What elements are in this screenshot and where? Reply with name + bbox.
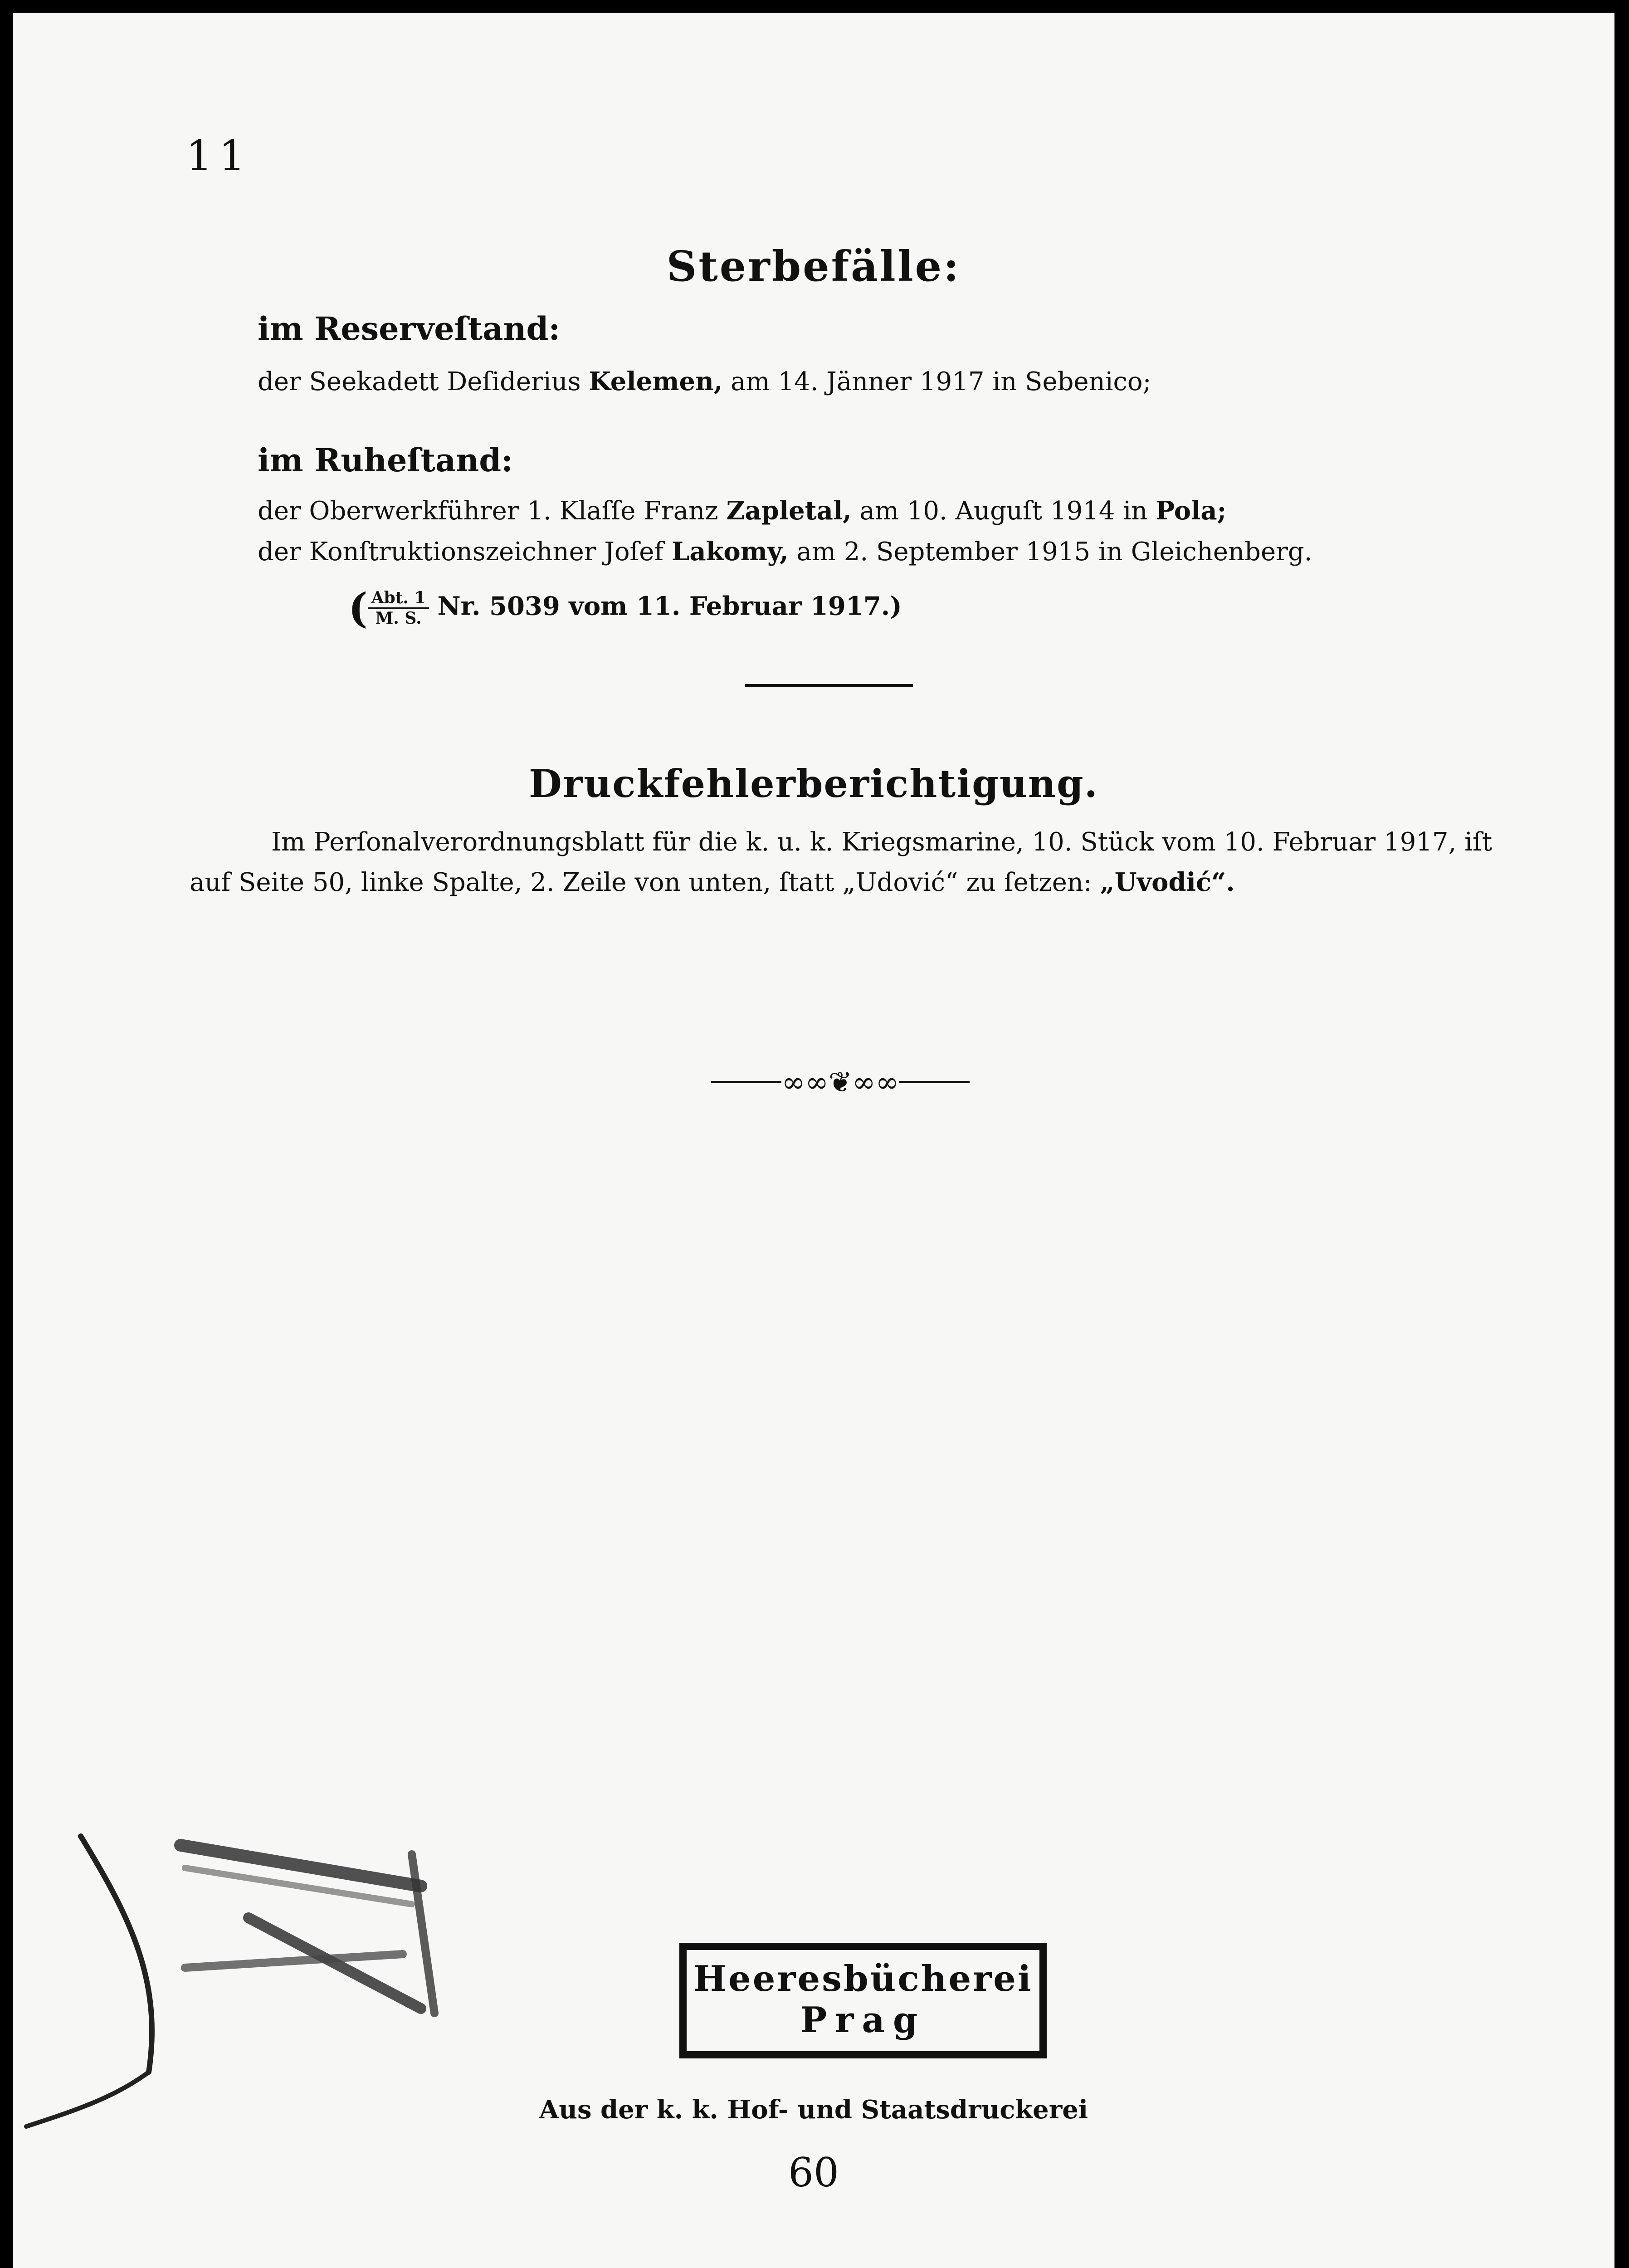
reference-text: Nr. 5039 vom 11. Februar 1917.): [437, 591, 902, 621]
entry-text: am 10. Auguſt 1914 in: [851, 496, 1156, 526]
page-number: 11: [186, 132, 252, 180]
library-stamp: [679, 1943, 1047, 2058]
fraction: [368, 589, 429, 628]
entry-text: der Konſtruktionszeichner Joſef: [258, 537, 672, 567]
section-divider: [745, 684, 913, 687]
entry-name: Zapletal,: [726, 496, 852, 526]
entry-name: Kelemen,: [589, 367, 723, 396]
open-paren: (: [348, 584, 368, 632]
stamp-line-2: Prag: [800, 1999, 926, 2041]
fraction-denominator: M. S.: [375, 609, 422, 628]
errata-correction: „Uvodić“.: [1100, 867, 1235, 897]
ornament-icon: ∞∞❦∞∞: [781, 1064, 899, 1100]
entry-text: am 14. Jänner 1917 in Sebenico;: [722, 367, 1151, 396]
document-page: [13, 13, 1614, 2268]
entry-text: der Seekadett Deſiderius: [258, 367, 589, 396]
errata-text: Im Perſonalverordnungsblatt für die k. u. k. Kriegsmarine, 10. Stück vom 10. Februar 1917, iſt auf Seite 50, linke Spalte, 2. Zeile von unten, ſtatt „Udović“ zu ſetzen:: [190, 827, 1492, 897]
printer-imprint: Aus der k. k. Hof- und Staatsdruckerei: [539, 2095, 1088, 2125]
entry-zapletal: [258, 496, 1226, 526]
entry-name: Lakomy,: [671, 537, 789, 567]
errata-paragraph: [190, 822, 1496, 903]
entry-text: der Oberwerkführer 1. Klaſſe Franz: [258, 496, 727, 526]
subheading-retired: im Ruheſtand:: [258, 441, 513, 479]
entry-place: Pola;: [1156, 496, 1227, 526]
subheading-reserve: im Reserveſtand:: [258, 310, 561, 347]
footer-page-number: 60: [788, 2149, 839, 2196]
entry-kelemen: [258, 367, 1151, 396]
reference-line: [348, 584, 902, 632]
entry-lakomy: [258, 537, 1312, 567]
stamp-line-1: Heeresbücherei: [693, 1958, 1033, 1999]
fraction-numerator: Abt. 1: [368, 589, 429, 609]
section-title-errata: Druckfehlerberichtigung.: [529, 761, 1098, 806]
pencil-scribble: [13, 1818, 466, 2136]
section-title-deaths: Sterbefälle:: [666, 242, 961, 291]
entry-text: am 2. September 1915 in Gleichenberg.: [788, 537, 1312, 567]
